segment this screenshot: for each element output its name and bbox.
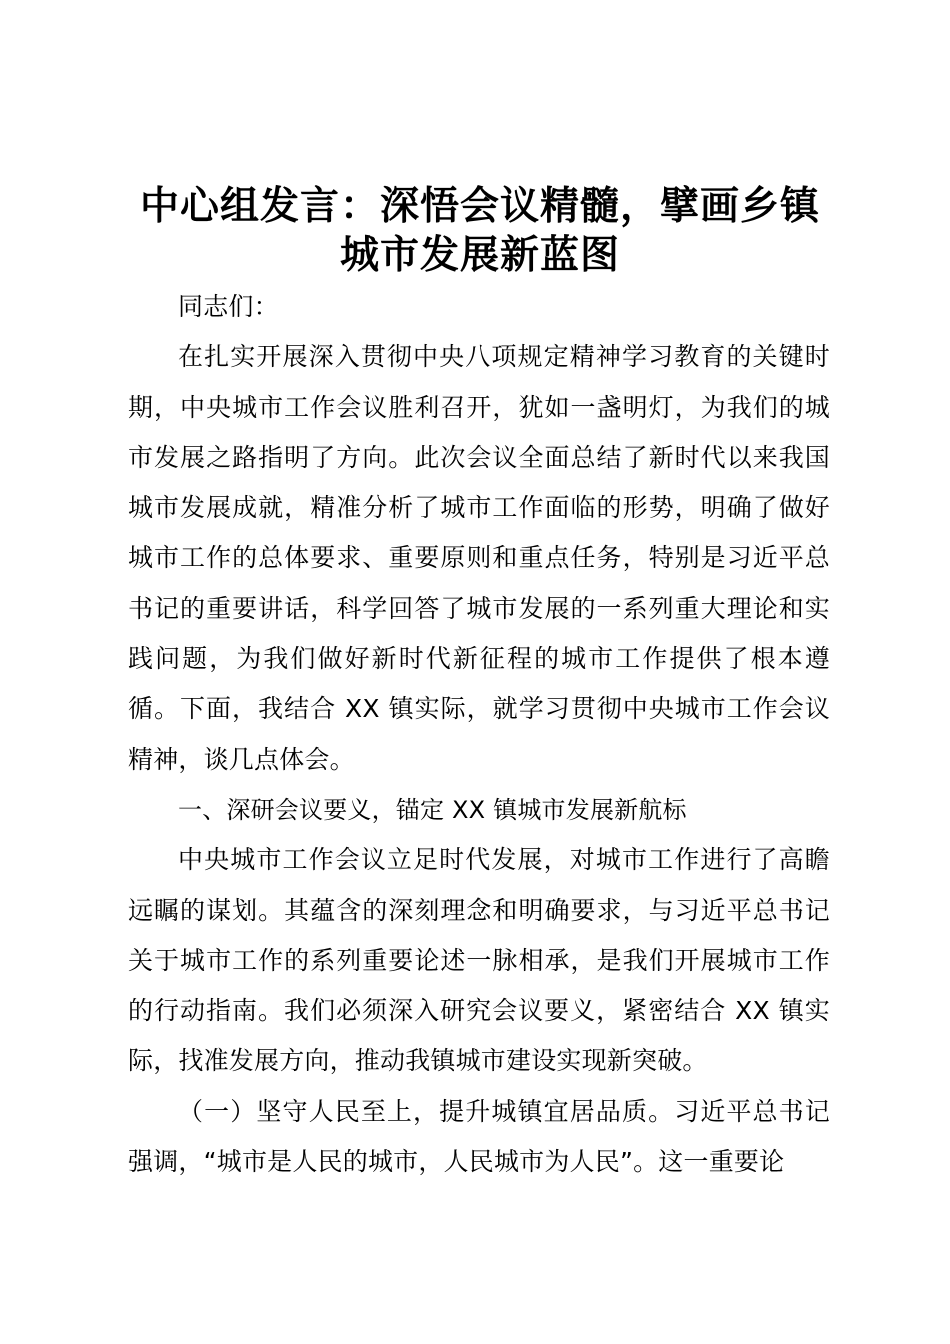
document-title bbox=[120, 182, 840, 280]
title-line-2: 城市发展新蓝图 bbox=[339, 233, 620, 278]
document-body bbox=[128, 282, 830, 1187]
paragraph-intro: 在扎实开展深入贯彻中央八项规定精神学习教育的关键时期，中央城市工作会议胜利召开，犹如一盏明灯，为我们的城市发展之路指明了方向。此次会议全面总结了新时代以来我国城市发展成就，精准分析了城市工作面临的形势，明确了做好城市工作的总体要求、重要原则和重点任务，特别是习近平总书记的重要讲话，科学回答了城市发展的一系列重大理论和实践问题，为我们做好新时代新征程的城市工作提供了根本遵循。下面，我结合 XX 镇实际，就学习贯彻中央城市工作会议精神，谈几点体会。 bbox=[128, 342, 830, 774]
paragraph-section-1: 中央城市工作会议立足时代发展，对城市工作进行了高瞻远瞩的谋划。其蕴含的深刻理念和明确要求，与习近平总书记关于城市工作的系列重要论述一脉相承，是我们开展城市工作的行动指南。我们必须深入研究会议要义，紧密结合 XX 镇实际，找准发展方向，推动我镇城市建设实现新突破。 bbox=[128, 845, 830, 1076]
section-heading-1: 一、深研会议要义，锚定 XX 镇城市发展新航标 bbox=[178, 795, 687, 824]
salutation: 同志们： bbox=[178, 292, 279, 321]
paragraph-subsection-1: （一）坚守人民至上，提升城镇宜居品质。习近平总书记强调，“城市是人民的城市，人民城市为人民”。这一重要论 bbox=[128, 1096, 830, 1177]
title-line-1: 中心组发言：深悟会议精髓，擘画乡镇 bbox=[139, 184, 820, 229]
